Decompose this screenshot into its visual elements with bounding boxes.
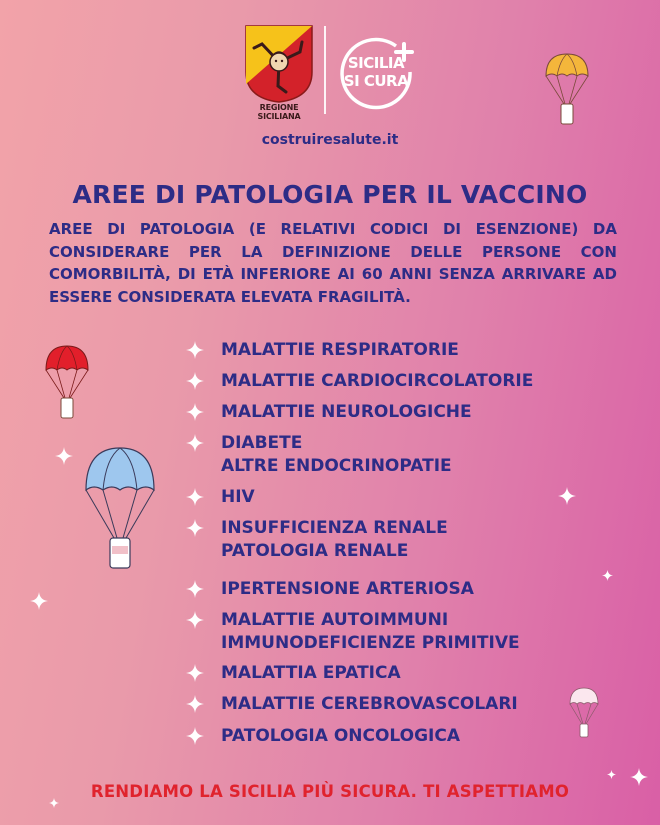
list-item-line1: PATOLOGIA ONCOLOGICA	[221, 726, 461, 746]
sparkle-bullet-icon	[186, 580, 204, 598]
sparkle-bullet-icon	[186, 695, 204, 713]
sparkle-icon	[558, 487, 576, 505]
list-item-text	[221, 486, 255, 509]
parachute-blue-icon	[84, 446, 156, 572]
list-item-line1: IPERTENSIONE ARTERIOSA	[221, 579, 474, 599]
list-item-line1: MALATTIE CEREBROVASCOLARI	[221, 694, 518, 714]
header-divider	[324, 26, 326, 114]
list-item-text	[221, 662, 401, 685]
regione-siciliana-logo	[244, 24, 314, 121]
sparkle-icon	[602, 570, 613, 581]
sparkle-bullet-icon	[186, 727, 204, 745]
sparkle-bullet-icon	[186, 403, 204, 421]
sparkle-icon	[49, 798, 59, 808]
sparkle-bullet-icon	[186, 434, 204, 452]
list-item-text	[221, 370, 533, 393]
sparkle-bullet-icon	[186, 372, 204, 390]
list-item-line1: MALATTIE AUTOIMMUNI	[221, 610, 449, 630]
list-item-text	[221, 578, 474, 601]
list-item-text	[221, 693, 518, 716]
sparkle-icon	[30, 592, 48, 610]
sparkle-bullet-icon	[186, 341, 204, 359]
list-item-line1: HIV	[221, 487, 255, 507]
list-item-line1: MALATTIE NEUROLOGICHE	[221, 402, 472, 422]
parachute-yellow-icon	[544, 52, 590, 128]
sparkle-bullet-icon	[186, 488, 204, 506]
list-item-line1: MALATTIA EPATICA	[221, 663, 401, 683]
list-item-line2: PATOLOGIA RENALE	[221, 541, 409, 561]
sparkle-icon	[55, 447, 73, 465]
list-item-line1: MALATTIE RESPIRATORIE	[221, 340, 459, 360]
website-link[interactable]: costruiresalute.it	[261, 132, 399, 148]
campaign-line2: SI CURA	[343, 72, 409, 90]
campaign-line1: SICILIA	[347, 54, 405, 72]
footer-slogan: RENDIAMO LA SICILIA PIÙ SICURA. TI ASPETTIAMO	[90, 782, 570, 801]
sparkle-bullet-icon	[186, 664, 204, 682]
list-item-text	[221, 517, 448, 563]
page-subtitle: AREE DI PATOLOGIA (E RELATIVI CODICI DI ESENZIONE) DA CONSIDERARE PER LA DEFINIZIONE DELLE PERSONE CON COMORBILITÀ, DI ETÀ INFERIORE AI 60 ANNI SENZA ARRIVARE AD ESSERE CONSIDERATA ELEVATA FRAGILITÀ.	[49, 220, 617, 306]
parachute-red-icon	[44, 344, 90, 422]
sparkle-bullet-icon	[186, 611, 204, 629]
trinacria-icon	[244, 24, 314, 104]
list-item-line1: DIABETE	[221, 433, 303, 453]
sparkle-bullet-icon	[186, 519, 204, 537]
sicilia-si-cura-logo	[334, 32, 418, 116]
list-item-text	[221, 432, 452, 478]
list-item-line2: IMMUNODEFICIENZE PRIMITIVE	[221, 633, 520, 653]
list-item-text	[221, 339, 459, 362]
sparkle-icon	[607, 770, 616, 779]
list-item-line1: MALATTIE CARDIOCIRCOLATORIE	[221, 371, 534, 391]
page-title: AREE DI PATOLOGIA PER IL VACCINO	[72, 180, 588, 209]
list-item-line2: ALTRE ENDOCRINOPATIE	[221, 456, 452, 476]
list-item-text	[221, 401, 472, 424]
region-label: REGIONE SICILIANA	[257, 103, 301, 121]
list-item-text	[221, 609, 520, 655]
list-item-line1: INSUFFICIENZA RENALE	[221, 518, 448, 538]
sparkle-icon	[630, 768, 648, 786]
parachute-white-icon	[568, 686, 600, 740]
list-item-text	[221, 725, 460, 748]
